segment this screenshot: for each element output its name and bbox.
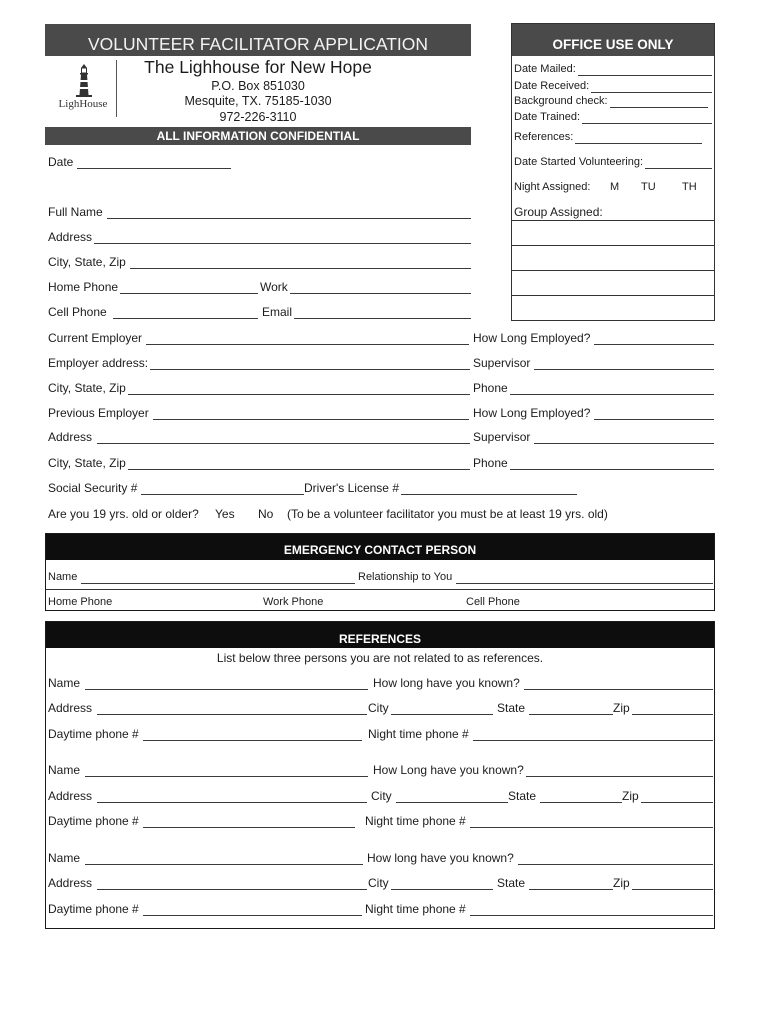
ref2-name-label: Name [48, 763, 81, 777]
night-option-tu[interactable]: TU [641, 181, 656, 193]
date-started-blank[interactable] [645, 159, 712, 169]
ref3-night-phone-row [365, 901, 713, 917]
title-bar [45, 24, 471, 56]
night-option-th[interactable]: TH [682, 181, 697, 193]
ref2-night-phone-blank[interactable] [470, 818, 713, 828]
ref1-night-phone-label: Night time phone # [368, 727, 469, 741]
office-use-title: OFFICE USE ONLY [552, 37, 674, 52]
emergency-contact-header [46, 534, 714, 560]
previous-supervisor-label: Supervisor [473, 430, 531, 444]
ref2-known-row [373, 762, 713, 778]
ref1-name-blank[interactable] [85, 680, 368, 690]
drivers-license-blank[interactable] [401, 485, 577, 495]
emergency-contact-box [45, 533, 715, 611]
ref1-state-label: State [497, 701, 526, 715]
ref3-city-blank[interactable] [391, 880, 493, 890]
ref2-day-phone-blank[interactable] [143, 818, 355, 828]
drivers-license-row [304, 480, 577, 496]
current-how-long-blank[interactable] [594, 335, 714, 345]
current-supervisor-blank[interactable] [534, 360, 714, 370]
date-mailed-row [514, 61, 712, 77]
full-name-label: Full Name [48, 205, 103, 219]
previous-phone-row [473, 455, 714, 471]
city-state-zip-row [48, 254, 471, 270]
ref2-zip-row [622, 788, 713, 804]
form-title: VOLUNTEER FACILITATOR APPLICATION [87, 34, 429, 54]
emergency-relationship-blank[interactable] [456, 574, 713, 584]
ref2-name-blank[interactable] [85, 767, 368, 777]
employer-phone-blank[interactable] [510, 385, 714, 395]
ref1-state-row [497, 700, 613, 716]
ref2-day-phone-label: Daytime phone # [48, 814, 139, 828]
ref2-state-row [508, 788, 622, 804]
ref1-city-row [368, 700, 493, 716]
ref3-day-phone-label: Daytime phone # [48, 902, 139, 916]
group-assigned-row-1[interactable] [512, 220, 714, 245]
ref2-city-blank[interactable] [396, 793, 508, 803]
email-blank[interactable] [294, 309, 471, 319]
current-employer-row [48, 330, 469, 346]
ref3-day-phone-row [48, 901, 362, 917]
date-trained-blank[interactable] [582, 114, 712, 124]
work-phone-row [260, 279, 471, 295]
date-blank[interactable] [77, 159, 231, 169]
ref1-zip-blank[interactable] [632, 705, 713, 715]
ref3-night-phone-label: Night time phone # [365, 902, 466, 916]
previous-how-long-blank[interactable] [594, 410, 714, 420]
office-use-box [511, 23, 715, 321]
ref1-known-blank[interactable] [524, 680, 713, 690]
employer-phone-row [473, 380, 714, 396]
ref3-address-label: Address [48, 876, 93, 890]
previous-employer-label: Previous Employer [48, 406, 149, 420]
references-instructions: List below three persons you are not related to as references. [216, 651, 544, 665]
ref2-zip-blank[interactable] [641, 793, 713, 803]
current-employer-blank[interactable] [146, 335, 469, 345]
ref3-state-blank[interactable] [529, 880, 613, 890]
date-received-row [514, 78, 712, 94]
date-started-row [514, 154, 712, 170]
current-how-long-row [473, 330, 714, 346]
group-assigned-label: Group Assigned: [514, 205, 603, 219]
ref3-known-label: How long have you known? [367, 851, 514, 865]
home-phone-row [48, 279, 258, 295]
ref1-city-blank[interactable] [391, 705, 493, 715]
ref1-address-row [48, 700, 367, 716]
ssn-label: Social Security # [48, 481, 138, 495]
previous-supervisor-blank[interactable] [534, 434, 714, 444]
org-address-line-1: P.O. Box 851030 [211, 79, 305, 93]
current-how-long-label: How Long Employed? [473, 331, 591, 345]
night-option-m[interactable]: M [610, 181, 620, 193]
ref1-day-phone-row [48, 726, 362, 742]
org-phone: 972-226-3110 [219, 110, 297, 124]
previous-city-row [48, 455, 470, 471]
emergency-divider [46, 589, 714, 590]
work-phone-label: Work [260, 280, 288, 294]
ref2-night-phone-label: Night time phone # [365, 814, 466, 828]
emergency-name-row [48, 569, 355, 585]
ref1-night-phone-row [368, 726, 713, 742]
ref3-state-label: State [497, 876, 526, 890]
work-phone-blank[interactable] [290, 284, 471, 294]
emergency-name-label: Name [48, 571, 78, 583]
ref3-address-row [48, 875, 367, 891]
current-supervisor-label: Supervisor [473, 356, 531, 370]
previous-city-blank[interactable] [128, 460, 470, 470]
references-check-label: References: [514, 131, 574, 143]
night-assigned-label: Night Assigned: [514, 181, 591, 193]
cell-phone-label: Cell Phone [48, 305, 107, 319]
cell-phone-blank[interactable] [113, 309, 258, 319]
previous-phone-label: Phone [473, 456, 508, 470]
drivers-license-label: Driver's License # [304, 481, 399, 495]
current-employer-label: Current Employer [48, 331, 143, 345]
age-no-option[interactable]: No [258, 507, 274, 521]
previous-employer-blank[interactable] [153, 410, 469, 420]
ref1-address-label: Address [48, 701, 93, 715]
emergency-contact-title: EMERGENCY CONTACT PERSON [283, 543, 477, 557]
date-trained-row [514, 109, 712, 125]
ref3-known-blank[interactable] [518, 855, 713, 865]
email-label: Email [262, 305, 293, 319]
background-check-label: Background check: [514, 95, 608, 107]
office-use-header [512, 24, 714, 56]
previous-city-label: City, State, Zip [48, 456, 126, 470]
ref1-known-row [373, 675, 713, 691]
group-assigned-row-4[interactable] [512, 295, 714, 320]
ref3-zip-row [613, 875, 713, 891]
ref3-city-row [368, 875, 493, 891]
confidential-notice: ALL INFORMATION CONFIDENTIAL [156, 129, 360, 143]
employer-city-blank[interactable] [128, 385, 470, 395]
emergency-relationship-label: Relationship to You [358, 571, 453, 583]
previous-address-row [48, 429, 470, 445]
emergency-name-blank[interactable] [81, 574, 355, 584]
ref2-known-label: How Long have you known? [373, 763, 524, 777]
address-blank[interactable] [94, 234, 471, 244]
ref3-name-blank[interactable] [85, 855, 363, 865]
ref3-night-phone-blank[interactable] [470, 906, 713, 916]
references-title: REFERENCES [338, 632, 421, 646]
ref1-state-blank[interactable] [529, 705, 613, 715]
city-state-zip-blank[interactable] [130, 259, 471, 269]
date-trained-label: Date Trained: [514, 111, 581, 123]
previous-how-long-row [473, 405, 714, 421]
ref1-city-label: City [368, 701, 389, 715]
background-check-row [514, 93, 708, 109]
age-yes-option[interactable]: Yes [215, 507, 235, 521]
ref1-known-label: How long have you known? [373, 676, 520, 690]
references-box [45, 621, 715, 929]
home-phone-blank[interactable] [120, 284, 258, 294]
ref2-city-row [371, 788, 508, 804]
background-check-blank[interactable] [610, 98, 708, 108]
ref3-address-blank[interactable] [97, 880, 367, 890]
ref3-zip-label: Zip [613, 876, 630, 890]
current-supervisor-row [473, 355, 714, 371]
ref3-known-row [367, 850, 713, 866]
group-assigned-row-2[interactable] [512, 245, 714, 270]
date-row [48, 154, 231, 170]
previous-how-long-label: How Long Employed? [473, 406, 591, 420]
employer-phone-label: Phone [473, 381, 508, 395]
references-check-row [514, 129, 702, 145]
ref2-address-blank[interactable] [97, 793, 367, 803]
employer-city-label: City, State, Zip [48, 381, 126, 395]
ref3-state-row [497, 875, 613, 891]
city-state-zip-label: City, State, Zip [48, 255, 126, 269]
ssn-blank[interactable] [141, 485, 304, 495]
employer-address-blank[interactable] [150, 360, 470, 370]
date-mailed-blank[interactable] [578, 66, 712, 76]
emergency-relationship-row [358, 569, 713, 585]
ref1-name-label: Name [48, 676, 81, 690]
email-row [262, 304, 471, 320]
references-header [46, 622, 714, 648]
address-label: Address [48, 230, 93, 244]
date-received-blank[interactable] [591, 83, 712, 93]
age-question: Are you 19 yrs. old or older? [48, 507, 199, 521]
ref1-night-phone-blank[interactable] [473, 731, 713, 741]
ref2-known-blank[interactable] [526, 767, 713, 777]
ref1-day-phone-label: Daytime phone # [48, 727, 139, 741]
employer-city-row [48, 380, 470, 396]
date-mailed-label: Date Mailed: [514, 63, 576, 75]
logo-text: LighHouse [58, 98, 108, 110]
ref3-name-label: Name [48, 851, 81, 865]
previous-address-label: Address [48, 430, 93, 444]
cell-phone-row [48, 304, 258, 320]
previous-address-blank[interactable] [97, 434, 470, 444]
ref2-address-label: Address [48, 789, 93, 803]
ref2-night-phone-row [365, 813, 713, 829]
ref1-zip-label: Zip [613, 701, 630, 715]
ref2-zip-label: Zip [622, 789, 639, 803]
date-label: Date [48, 155, 74, 169]
ref2-state-blank[interactable] [540, 793, 622, 803]
home-phone-label: Home Phone [48, 280, 119, 294]
ref3-day-phone-blank[interactable] [143, 906, 362, 916]
ref3-zip-blank[interactable] [632, 880, 713, 890]
age-requirement-note: (To be a volunteer facilitator you must be at least 19 yrs. old) [287, 507, 608, 521]
group-assigned-row-3[interactable] [512, 270, 714, 295]
ref2-address-row [48, 788, 367, 804]
address-row [48, 229, 471, 245]
organization-name: The Lighhouse for New Hope [144, 57, 372, 77]
emergency-cell-phone[interactable]: Cell Phone [466, 596, 520, 608]
ssn-row [48, 480, 304, 496]
ref1-address-blank[interactable] [97, 705, 367, 715]
ref3-city-label: City [368, 876, 389, 890]
previous-employer-row [48, 405, 469, 421]
ref2-city-label: City [371, 789, 392, 803]
previous-phone-blank[interactable] [510, 460, 714, 470]
confidential-bar [45, 127, 471, 145]
ref1-name-row [48, 675, 368, 691]
ref1-day-phone-blank[interactable] [143, 731, 362, 741]
employer-address-label: Employer address: [48, 356, 149, 370]
date-started-label: Date Started Volunteering: [514, 156, 644, 168]
ref1-zip-row [613, 700, 713, 716]
full-name-row [48, 204, 471, 220]
ref2-name-row [48, 762, 368, 778]
ref3-name-row [48, 850, 363, 866]
ref2-state-label: State [508, 789, 537, 803]
ref2-day-phone-row [48, 813, 355, 829]
emergency-home-phone[interactable]: Home Phone [48, 596, 113, 608]
full-name-blank[interactable] [107, 209, 471, 219]
references-check-blank[interactable] [575, 134, 702, 144]
org-address-line-2: Mesquite, TX. 75185-1030 [184, 94, 332, 108]
employer-address-row [48, 355, 470, 371]
date-received-label: Date Received: [514, 80, 590, 92]
emergency-work-phone[interactable]: Work Phone [263, 596, 324, 608]
previous-supervisor-row [473, 429, 714, 445]
